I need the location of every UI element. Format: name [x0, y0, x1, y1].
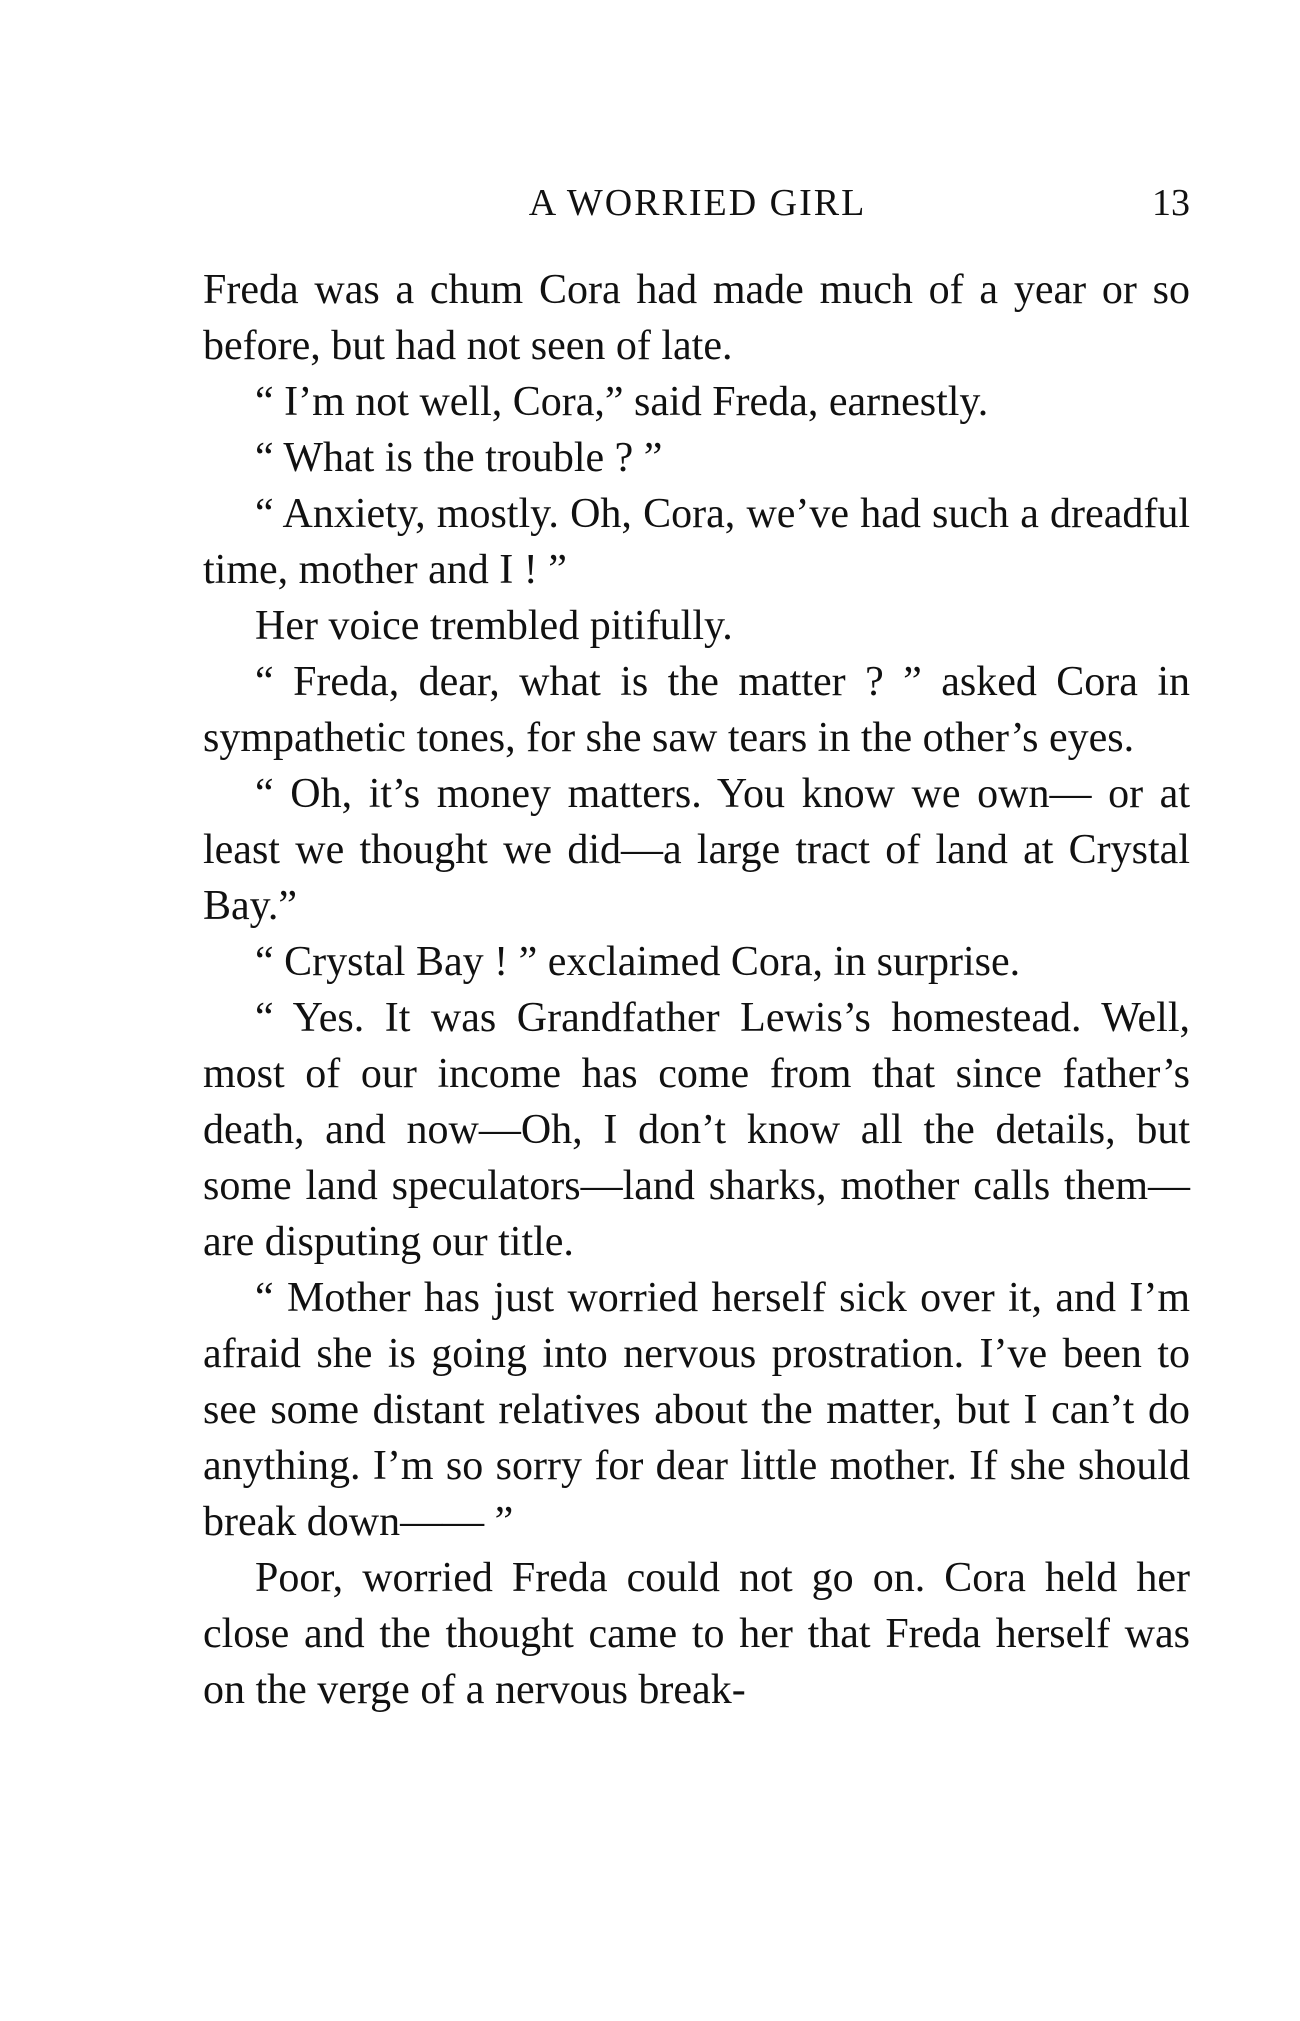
paragraph: “ Oh, it’s money matters. You know we own— or at least we thought we did—a large tract of land at Crystal Bay.”	[203, 771, 1190, 929]
running-head	[205, 178, 1190, 228]
body-text	[203, 262, 1190, 1718]
paragraph: “ Freda, dear, what is the matter ? ” asked Cora in sympathetic tones, for she saw tears in the other’s eyes.	[203, 659, 1190, 761]
paragraph: “ Mother has just worried herself sick over it, and I’m afraid she is going into nervous prostration. I’ve been to see some distant relatives about the matter, but I can’t do anything. I’m so sorry for dear little mother. If she should break down—— ”	[203, 1275, 1190, 1545]
paragraph: “ I’m not well, Cora,” said Freda, earnestly.	[255, 379, 989, 425]
paragraph: Her voice trembled pitifully.	[255, 603, 733, 649]
page-number: 13	[1152, 182, 1190, 224]
running-title: A WORRIED GIRL	[528, 182, 867, 224]
paragraph: “ Yes. It was Grandfather Lewis’s homestead. Well, most of our income has come from that since father’s death, and now—Oh, I don’t know all the details, but some land speculators—land sharks, mother calls them—are disputing our title.	[203, 995, 1190, 1265]
paragraph: Freda was a chum Cora had made much of a year or so before, but had not seen of late.	[203, 267, 1190, 369]
paragraph: “ What is the trouble ? ”	[255, 435, 663, 481]
paragraph: Poor, worried Freda could not go on. Cora held her close and the thought came to her that Freda herself was on the verge of a nervous break-	[203, 1555, 1190, 1713]
paragraph: “ Anxiety, mostly. Oh, Cora, we’ve had such a dreadful time, mother and I ! ”	[203, 491, 1190, 593]
paragraph: “ Crystal Bay ! ” exclaimed Cora, in surprise.	[255, 939, 1021, 985]
